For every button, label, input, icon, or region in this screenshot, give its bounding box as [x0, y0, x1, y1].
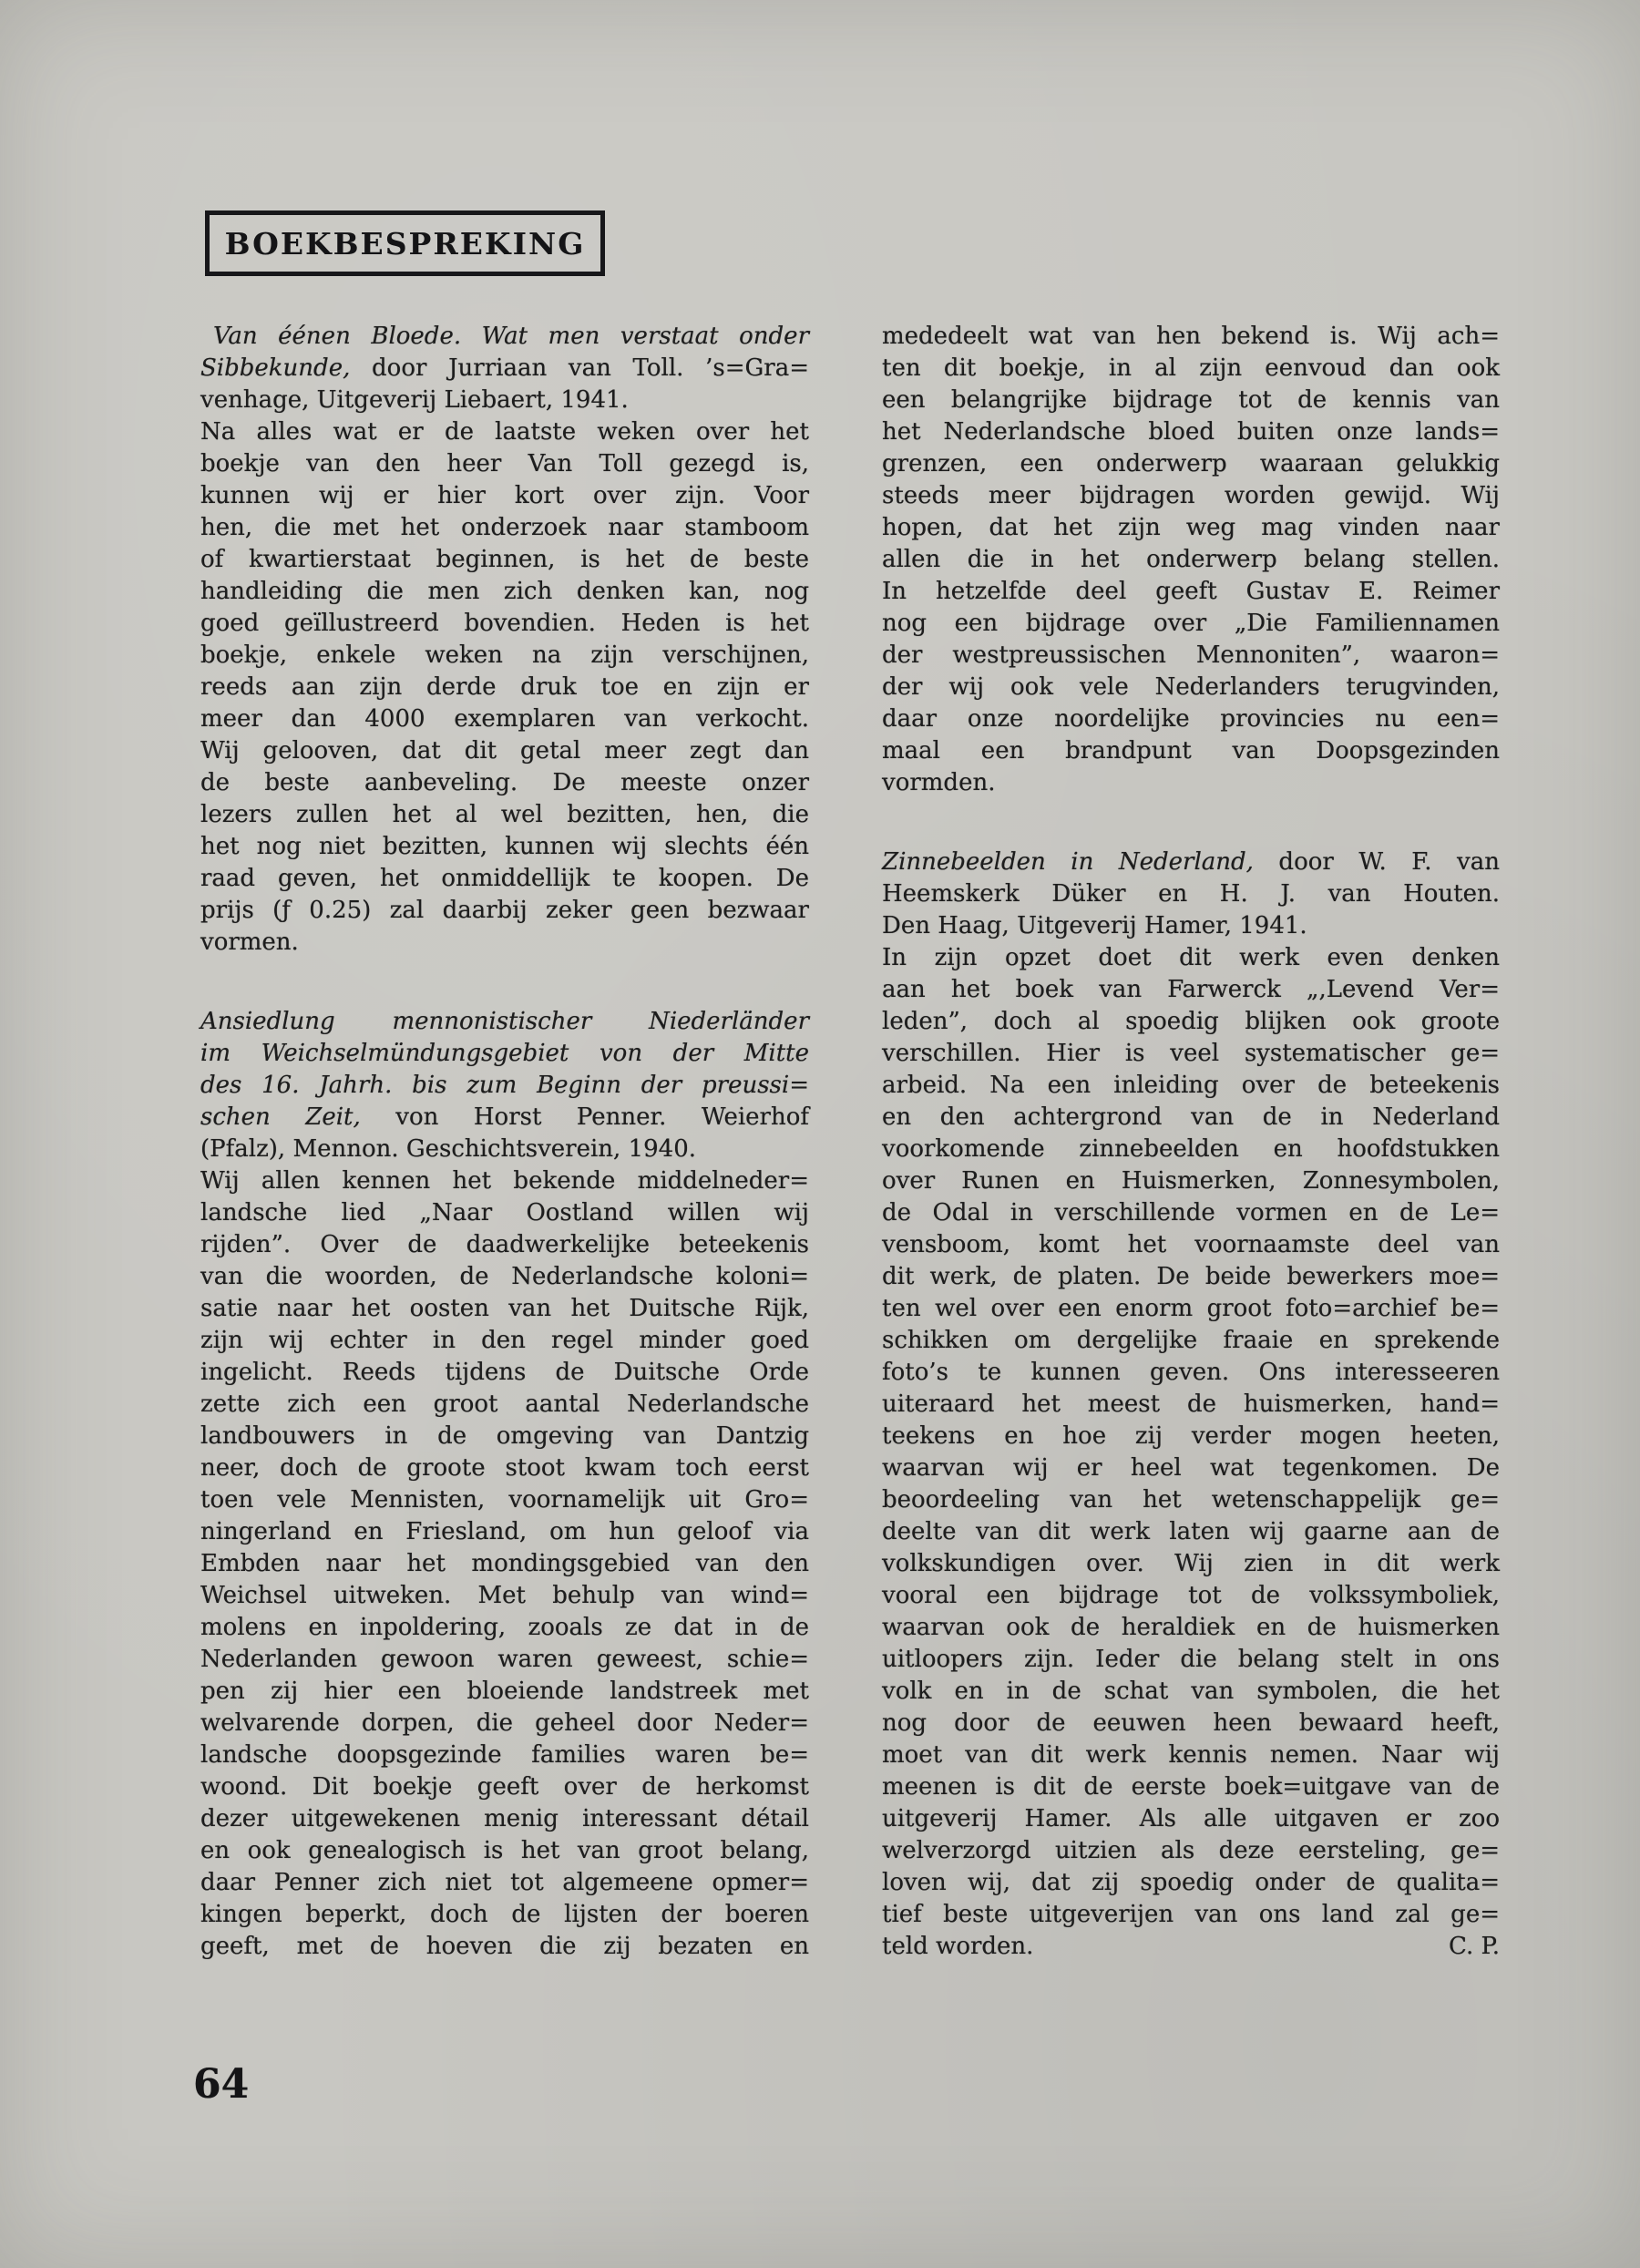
- italic-text-segment: Ansiedlung mennonistischer Niederländer: [200, 1008, 809, 1035]
- text-segment: In zijn opzet doet dit werk even denken: [882, 944, 1500, 971]
- section-title: BOEKBESPREKING: [224, 225, 586, 262]
- text-segment: nog een bijdrage over „Die Familiennamen: [882, 610, 1500, 637]
- text-line: [200, 895, 809, 927]
- text-line: [200, 703, 809, 735]
- text-line: [200, 1899, 809, 1931]
- text-segment: landsche doopsgezinde families waren be=: [200, 1741, 809, 1769]
- text-line: [200, 608, 809, 640]
- text-line: [200, 1771, 809, 1803]
- text-segment: Na alles wat er de laatste weken over het: [200, 418, 809, 446]
- text-segment: boekje van den heer Van Toll gezegd is,: [200, 450, 809, 477]
- text-segment: beoordeeling van het wetenschappelijk ge=: [882, 1486, 1500, 1514]
- text-line: [200, 576, 809, 608]
- review-3-heading: [882, 847, 1500, 942]
- text-line: [200, 1803, 809, 1835]
- text-segment: ningerland en Friesland, om hun geloof via: [200, 1518, 809, 1545]
- italic-text-segment: Sibbekunde,: [200, 354, 351, 382]
- text-line: [200, 480, 809, 512]
- text-segment: meenen is dit de eerste boek=uitgave van de: [882, 1773, 1500, 1801]
- text-segment: waarvan ook de heraldiek en de huismerken: [882, 1614, 1500, 1641]
- text-line: [882, 942, 1500, 974]
- text-line: [882, 1070, 1500, 1102]
- text-segment: der wij ook vele Nederlanders terugvinden,: [882, 673, 1500, 701]
- text-line: [882, 1134, 1500, 1165]
- text-segment: loven wij, dat zij spoedig onder de qualita=: [882, 1869, 1500, 1896]
- text-segment: Weichsel uitweken. Met behulp van wind=: [200, 1582, 809, 1609]
- text-line: [882, 353, 1500, 385]
- text-line: [200, 1739, 809, 1771]
- text-line: [200, 321, 809, 353]
- text-segment: arbeid. Na een inleiding over de beteekenis: [882, 1072, 1500, 1099]
- text-segment: verschillen. Hier is veel systematischer ge=: [882, 1040, 1500, 1067]
- text-line: [882, 847, 1500, 878]
- text-line: [882, 1548, 1500, 1580]
- text-segment: rijden”. Over de daadwerkelijke beteekenis: [200, 1231, 809, 1258]
- text-line: [882, 1867, 1500, 1899]
- text-segment: daar onze noordelijke provincies nu een=: [882, 705, 1500, 733]
- text-segment: Wij allen kennen het bekende middelneder=: [200, 1167, 809, 1195]
- text-segment: landbouwers in de omgeving van Dantzig: [200, 1422, 809, 1450]
- review-3-body: [882, 942, 1500, 1963]
- text-line: [200, 672, 809, 703]
- text-line: [882, 1452, 1500, 1484]
- text-line: [882, 1293, 1500, 1325]
- text-segment: meer dan 4000 exemplaren van verkocht.: [200, 705, 809, 733]
- text-line: [882, 416, 1500, 448]
- text-segment: prijs (ƒ 0.25) zal daarbij zeker geen bezwaar: [200, 897, 809, 924]
- text-segment: uitloopers zijn. Ieder die belang stelt in ons: [882, 1646, 1500, 1673]
- text-segment: het nog niet bezitten, kunnen wij slechts één: [200, 833, 809, 860]
- text-line: [882, 576, 1500, 608]
- text-line: [882, 1931, 1500, 1963]
- text-line: [200, 416, 809, 448]
- text-line: [200, 1676, 809, 1708]
- text-line: [882, 1389, 1500, 1421]
- right-column: [882, 321, 1500, 1963]
- reviewer-initials: C. P.: [1449, 1933, 1500, 1960]
- text-segment: zijn wij echter in den regel minder goed: [200, 1327, 809, 1354]
- text-segment: steeds meer bijdragen worden gewijd. Wij: [882, 482, 1500, 509]
- text-segment: allen die in het onderwerp belang stellen.: [882, 546, 1500, 573]
- text-segment: neer, doch de groote stoot kwam toch eerst: [200, 1454, 809, 1482]
- text-line: [882, 1612, 1500, 1644]
- text-line: [882, 1739, 1500, 1771]
- text-line: [882, 1357, 1500, 1389]
- text-line: [882, 672, 1500, 703]
- left-column: [200, 321, 809, 1963]
- text-segment: welverzorgd uitzien als deze eersteling, ge=: [882, 1837, 1500, 1864]
- text-segment: waarvan wij er heel wat tegenkomen. De: [882, 1454, 1500, 1482]
- review-1-heading: [200, 321, 809, 416]
- text-line: [200, 1867, 809, 1899]
- text-segment: daar Penner zich niet tot algemeene opmer=: [200, 1869, 809, 1896]
- text-line: [200, 1070, 809, 1102]
- text-line: [882, 703, 1500, 735]
- review-2-body: [200, 1165, 809, 1963]
- text-segment: foto’s te kunnen geven. Ons interesseeren: [882, 1359, 1500, 1386]
- text-segment: nog door de eeuwen heen bewaard heeft,: [882, 1709, 1500, 1737]
- text-segment: hopen, dat het zijn weg mag vinden naar: [882, 514, 1500, 541]
- text-segment: raad geven, het onmiddellijk te koopen. De: [200, 865, 809, 892]
- text-line: [882, 1644, 1500, 1676]
- text-segment: of kwartierstaat beginnen, is het de beste: [200, 546, 809, 573]
- text-segment: woond. Dit boekje geeft over de herkomst: [200, 1773, 809, 1801]
- text-line: [882, 878, 1500, 910]
- text-line: [200, 1197, 809, 1229]
- text-line: [882, 608, 1500, 640]
- text-segment: geeft, met de hoeven die zij bezaten en: [200, 1933, 809, 1960]
- text-segment: de beste aanbeveling. De meeste onzer: [200, 769, 809, 796]
- text-line: [882, 1197, 1500, 1229]
- text-segment: door Jurriaan van Toll. ’s=Gra=: [350, 354, 809, 382]
- text-line: [882, 1261, 1500, 1293]
- text-line: [200, 1165, 809, 1197]
- text-line: [200, 1931, 809, 1963]
- text-segment: dit werk, de platen. De beide bewerkers moe=: [882, 1263, 1500, 1290]
- text-line: [200, 448, 809, 480]
- text-line: [882, 1899, 1500, 1931]
- italic-text-segment: des 16. Jahrh. bis zum Beginn der preussi=: [200, 1072, 809, 1099]
- text-segment: toen vele Mennisten, voornamelijk uit Gro=: [200, 1486, 809, 1514]
- text-line: [200, 1452, 809, 1484]
- text-line: [200, 1548, 809, 1580]
- text-segment: goed geïllustreerd bovendien. Heden is het: [200, 610, 809, 637]
- text-line: [200, 1516, 809, 1548]
- text-segment: (Pfalz), Mennon. Geschichtsverein, 1940.: [200, 1135, 697, 1163]
- text-segment: deelte van dit werk laten wij gaarne aan de: [882, 1518, 1500, 1545]
- text-segment: ten dit boekje, in al zijn eenvoud dan ook: [882, 354, 1500, 382]
- text-segment: schikken om dergelijke fraaie en sprekende: [882, 1327, 1500, 1354]
- text-line: [200, 735, 809, 767]
- text-segment: dezer uitgewekenen menig interessant détail: [200, 1805, 809, 1832]
- text-line: [882, 1835, 1500, 1867]
- text-segment: von Horst Penner. Weierhof: [360, 1103, 810, 1131]
- text-line: [200, 1484, 809, 1516]
- text-segment: en ook genealogisch is het van groot belang,: [200, 1837, 809, 1864]
- text-line: [882, 1516, 1500, 1548]
- text-segment: Heemskerk Düker en H. J. van Houten.: [882, 880, 1500, 908]
- text-segment: In hetzelfde deel geeft Gustav E. Reimer: [882, 578, 1500, 605]
- text-line: [200, 1134, 809, 1165]
- text-segment: leden”, doch al spoedig blijken ook groote: [882, 1008, 1500, 1035]
- text-segment: ten wel over een enorm groot foto=archief be=: [882, 1295, 1500, 1322]
- text-line: [200, 927, 809, 959]
- text-line: [200, 1261, 809, 1293]
- text-segment: volkskundigen over. Wij zien in dit werk: [882, 1550, 1500, 1577]
- text-segment: satie naar het oosten van het Duitsche Rijk,: [200, 1295, 809, 1322]
- text-segment: vooral een bijdrage tot de volkssymboliek,: [882, 1582, 1500, 1609]
- text-line: [882, 640, 1500, 672]
- text-line: [200, 1421, 809, 1452]
- text-line: [882, 512, 1500, 544]
- text-line: [882, 480, 1500, 512]
- text-line: [882, 1484, 1500, 1516]
- text-line: [882, 1006, 1500, 1038]
- text-line: [200, 640, 809, 672]
- text-line: [200, 1389, 809, 1421]
- text-line: [882, 448, 1500, 480]
- text-line: [882, 544, 1500, 576]
- text-line: [200, 385, 809, 416]
- text-segment: over Runen en Huismerken, Zonnesymbolen,: [882, 1167, 1500, 1195]
- text-line: [882, 1580, 1500, 1612]
- text-segment: lezers zullen het al wel bezitten, hen, die: [200, 801, 809, 828]
- text-line: [200, 1229, 809, 1261]
- text-line: [882, 735, 1500, 767]
- text-line: [882, 1325, 1500, 1357]
- text-segment: pen zij hier een bloeiende landstreek met: [200, 1678, 809, 1705]
- text-line: [200, 1038, 809, 1070]
- text-line: [200, 1580, 809, 1612]
- page-number: 64: [193, 2061, 250, 2108]
- text-line: [882, 1803, 1500, 1835]
- text-line: [200, 863, 809, 895]
- text-segment: teld worden.: [882, 1933, 1034, 1960]
- text-line: [882, 1102, 1500, 1134]
- section-header-box: [205, 210, 605, 276]
- text-line: [200, 1612, 809, 1644]
- text-line: [200, 1708, 809, 1739]
- text-line: [882, 385, 1500, 416]
- text-line: [200, 1325, 809, 1357]
- text-segment: venhage, Uitgeverij Liebaert, 1941.: [200, 386, 629, 414]
- text-segment: maal een brandpunt van Doopsgezinden: [882, 737, 1500, 765]
- text-line: [200, 767, 809, 799]
- text-segment: mededeelt wat van hen bekend is. Wij ach=: [882, 323, 1500, 350]
- text-segment: Den Haag, Uitgeverij Hamer, 1941.: [882, 912, 1307, 939]
- text-segment: vormden.: [882, 769, 996, 796]
- text-segment: vensboom, komt het voornaamste deel van: [882, 1231, 1500, 1258]
- text-line: [882, 321, 1500, 353]
- text-segment: uiteraard het meest de huismerken, hand=: [882, 1391, 1500, 1418]
- text-line: [882, 974, 1500, 1006]
- text-segment: ingelicht. Reeds tijdens de Duitsche Orde: [200, 1359, 809, 1386]
- text-line: [882, 1771, 1500, 1803]
- text-line: [882, 1676, 1500, 1708]
- text-segment: en den achtergrond van de in Nederland: [882, 1103, 1500, 1131]
- text-line: [200, 799, 809, 831]
- italic-text-segment: Van éénen Bloede. Wat men verstaat onder: [213, 323, 809, 350]
- text-line: [882, 910, 1500, 942]
- text-segment: door W. F. van: [1253, 848, 1500, 876]
- text-segment: Wij gelooven, dat dit getal meer zegt dan: [200, 737, 809, 765]
- text-segment: aan het boek van Farwerck „,Levend Ver=: [882, 976, 1500, 1003]
- text-segment: molens en inpoldering, zooals ze dat in de: [200, 1614, 809, 1641]
- text-segment: de Odal in verschillende vormen en de Le=: [882, 1199, 1500, 1226]
- review-2-heading: [200, 1006, 809, 1165]
- text-line: [200, 1835, 809, 1867]
- review-1-body: [200, 416, 809, 959]
- text-segment: zette zich een groot aantal Nederlandsche: [200, 1391, 809, 1418]
- text-line: [882, 1708, 1500, 1739]
- text-line: [882, 1229, 1500, 1261]
- text-segment: tief beste uitgeverijen van ons land zal ge=: [882, 1901, 1500, 1928]
- text-segment: boekje, enkele weken na zijn verschijnen,: [200, 641, 809, 669]
- text-line: [882, 1165, 1500, 1197]
- text-segment: reeds aan zijn derde druk toe en zijn er: [200, 673, 809, 701]
- text-segment: uitgeverij Hamer. Als alle uitgaven er zoo: [882, 1805, 1500, 1832]
- text-segment: moet van dit werk kennis nemen. Naar wij: [882, 1741, 1500, 1769]
- text-segment: volk en in de schat van symbolen, die het: [882, 1678, 1500, 1705]
- text-segment: voorkomende zinnebeelden en hoofdstukken: [882, 1135, 1500, 1163]
- text-segment: een belangrijke bijdrage tot de kennis van: [882, 386, 1500, 414]
- italic-text-segment: im Weichselmündungsgebiet von der Mitte: [200, 1040, 809, 1067]
- text-segment: teekens en hoe zij verder mogen heeten,: [882, 1422, 1500, 1450]
- text-line: [200, 1357, 809, 1389]
- text-line: [200, 1102, 809, 1134]
- text-line: [200, 831, 809, 863]
- text-line: [882, 767, 1500, 799]
- text-line: [882, 1421, 1500, 1452]
- text-segment: Embden naar het mondingsgebied van den: [200, 1550, 809, 1577]
- text-line: [200, 512, 809, 544]
- italic-text-segment: schen Zeit,: [200, 1103, 361, 1131]
- text-segment: handleiding die men zich denken kan, nog: [200, 578, 809, 605]
- text-segment: grenzen, een onderwerp waaraan gelukkig: [882, 450, 1500, 477]
- text-segment: vormen.: [200, 929, 299, 956]
- text-line: [200, 353, 809, 385]
- text-segment: welvarende dorpen, die geheel door Neder=: [200, 1709, 809, 1737]
- text-segment: kunnen wij er hier kort over zijn. Voor: [200, 482, 809, 509]
- text-segment: der westpreussischen Mennoniten”, waaron=: [882, 641, 1500, 669]
- text-segment: kingen beperkt, doch de lijsten der boeren: [200, 1901, 809, 1928]
- review-2-body-continued: [882, 321, 1500, 799]
- text-line: [200, 544, 809, 576]
- text-line: [200, 1006, 809, 1038]
- text-segment: Nederlanden gewoon waren geweest, schie=: [200, 1646, 809, 1673]
- text-line: [200, 1293, 809, 1325]
- text-segment: het Nederlandsche bloed buiten onze lands=: [882, 418, 1500, 446]
- text-segment: hen, die met het onderzoek naar stamboom: [200, 514, 809, 541]
- italic-text-segment: Zinnebeelden in Nederland,: [882, 848, 1254, 876]
- text-line: [882, 1038, 1500, 1070]
- text-line: [200, 1644, 809, 1676]
- text-segment: landsche lied „Naar Oostland willen wij: [200, 1199, 809, 1226]
- text-segment: van die woorden, de Nederlandsche koloni=: [200, 1263, 809, 1290]
